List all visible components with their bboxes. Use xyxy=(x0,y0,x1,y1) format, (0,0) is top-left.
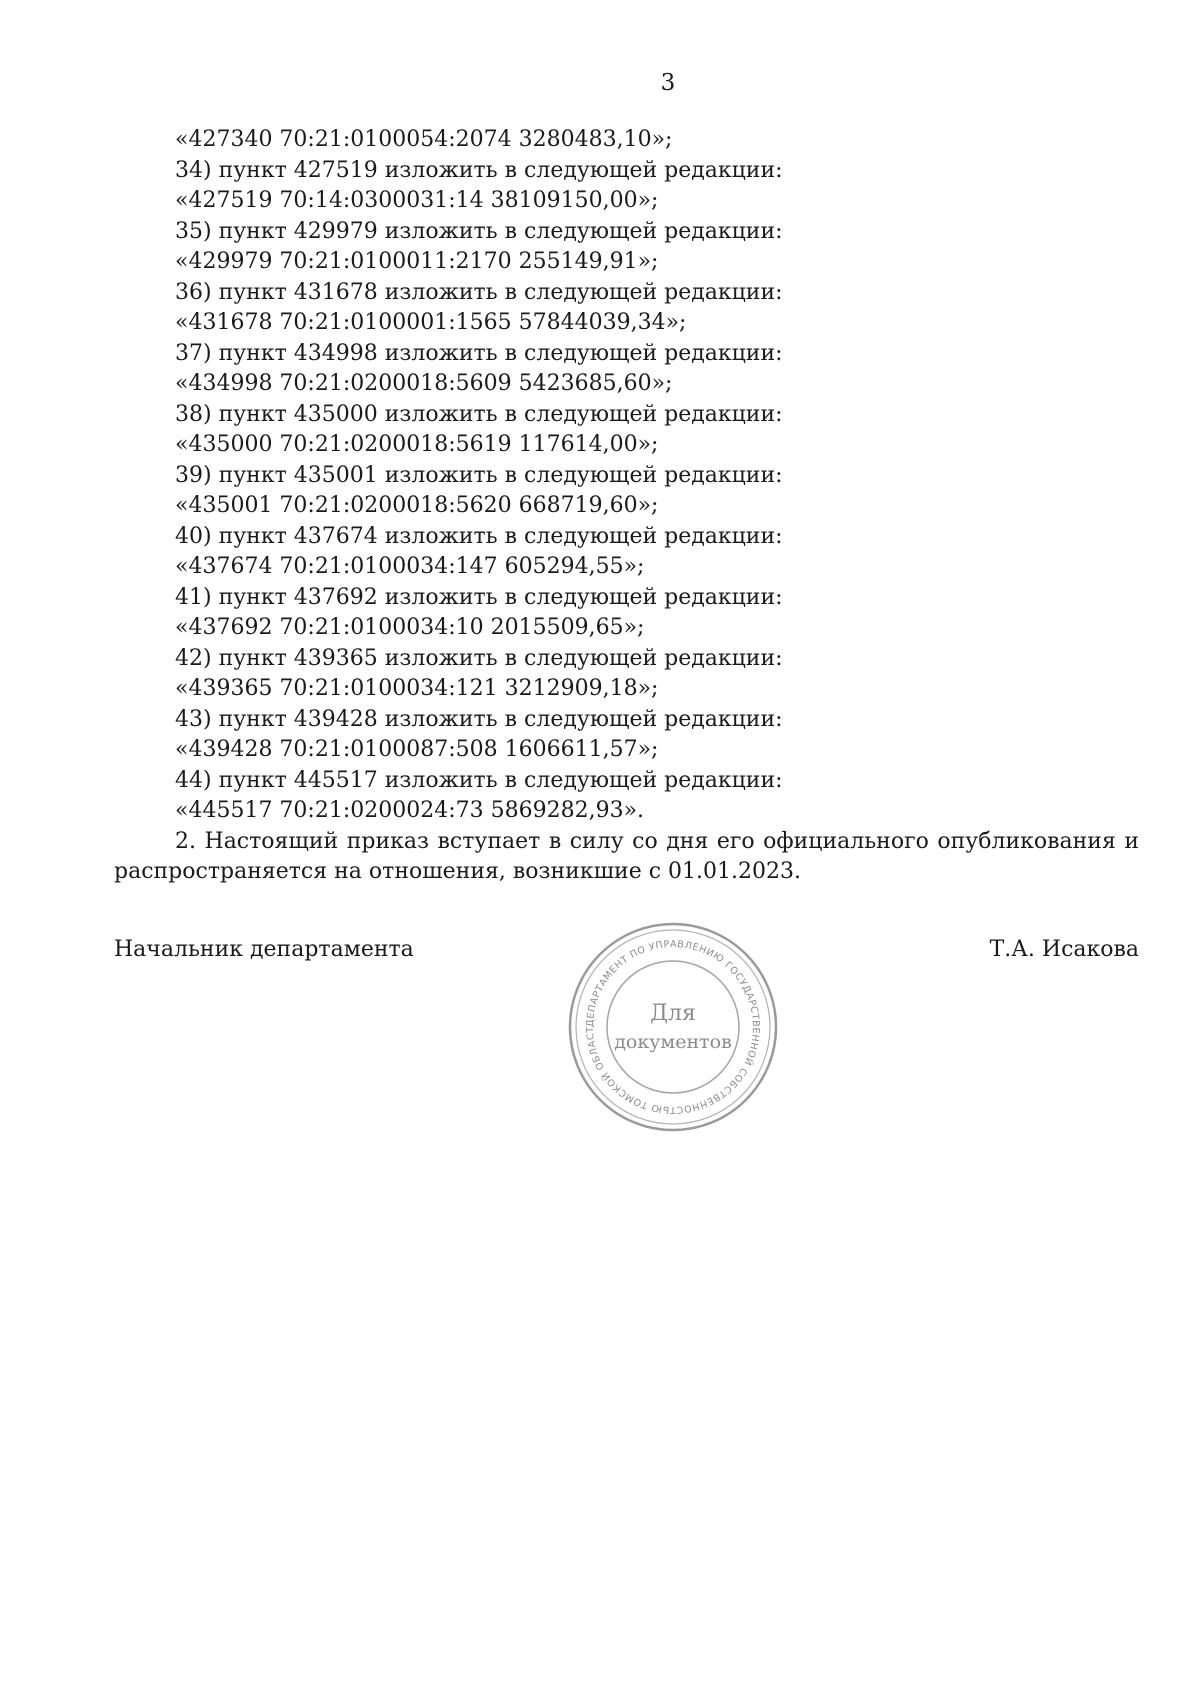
text-line: «435000 70:21:0200018:5619 117614,00»; xyxy=(175,432,659,457)
signatory-position: Начальник департамента xyxy=(114,937,414,962)
text-line: 34) пункт 427519 изложить в следующей редакции: xyxy=(175,157,783,183)
signatory-name: Т.А. Исакова xyxy=(989,937,1139,962)
closing-paragraph-line-1: 2. Настоящий приказ вступает в силу со дня его официального опубликования и xyxy=(175,828,1139,854)
document-body xyxy=(114,125,1139,888)
seal-ring-text: ДЕПАРТАМЕНТ ПО УПРАВЛЕНИЮ ГОСУДАРСТВЕННОЙ СОБСТВЕННОСТЬЮ ТОМСКОЙ ОБЛАСТ xyxy=(584,938,762,1116)
text-line: «434998 70:21:0200018:5609 5423685,60»; xyxy=(175,371,673,396)
text-line: «439365 70:21:0100034:121 3212909,18»; xyxy=(175,676,659,701)
text-line: 41) пункт 437692 изложить в следующей редакции: xyxy=(175,584,783,610)
text-line: 36) пункт 431678 изложить в следующей редакции: xyxy=(175,279,783,305)
text-line: «431678 70:21:0100001:1565 57844039,34»; xyxy=(175,310,687,335)
text-line: «439428 70:21:0100087:508 1606611,57»; xyxy=(175,737,659,762)
text-line: «427340 70:21:0100054:2074 3280483,10»; xyxy=(175,127,673,152)
text-line: 42) пункт 439365 изложить в следующей редакции: xyxy=(175,645,783,671)
text-line: 39) пункт 435001 изложить в следующей редакции: xyxy=(175,462,783,488)
official-seal xyxy=(566,920,780,1134)
seal-icon xyxy=(566,920,780,1134)
text-line: 37) пункт 434998 изложить в следующей редакции: xyxy=(175,340,783,366)
text-line: 38) пункт 435000 изложить в следующей редакции: xyxy=(175,401,783,427)
text-line: 40) пункт 437674 изложить в следующей редакции: xyxy=(175,523,783,549)
text-line: «427519 70:14:0300031:14 38109150,00»; xyxy=(175,188,659,213)
text-line: «437692 70:21:0100034:10 2015509,65»; xyxy=(175,615,645,640)
text-line: «445517 70:21:0200024:73 5869282,93». xyxy=(175,798,645,823)
seal-center-text-1: Для xyxy=(650,1001,696,1026)
text-line: 35) пункт 429979 изложить в следующей редакции: xyxy=(175,218,783,244)
text-line: «437674 70:21:0100034:147 605294,55»; xyxy=(175,554,645,579)
page-number: 3 xyxy=(660,70,676,96)
text-line: «429979 70:21:0100011:2170 255149,91»; xyxy=(175,249,659,274)
text-line: 43) пункт 439428 изложить в следующей редакции: xyxy=(175,706,783,732)
text-line: 44) пункт 445517 изложить в следующей редакции: xyxy=(175,767,783,793)
seal-center-text-2: документов xyxy=(614,1031,732,1053)
closing-paragraph-line-2: распространяется на отношения, возникшие с 01.01.2023. xyxy=(114,859,801,884)
text-line: «435001 70:21:0200018:5620 668719,60»; xyxy=(175,493,659,518)
